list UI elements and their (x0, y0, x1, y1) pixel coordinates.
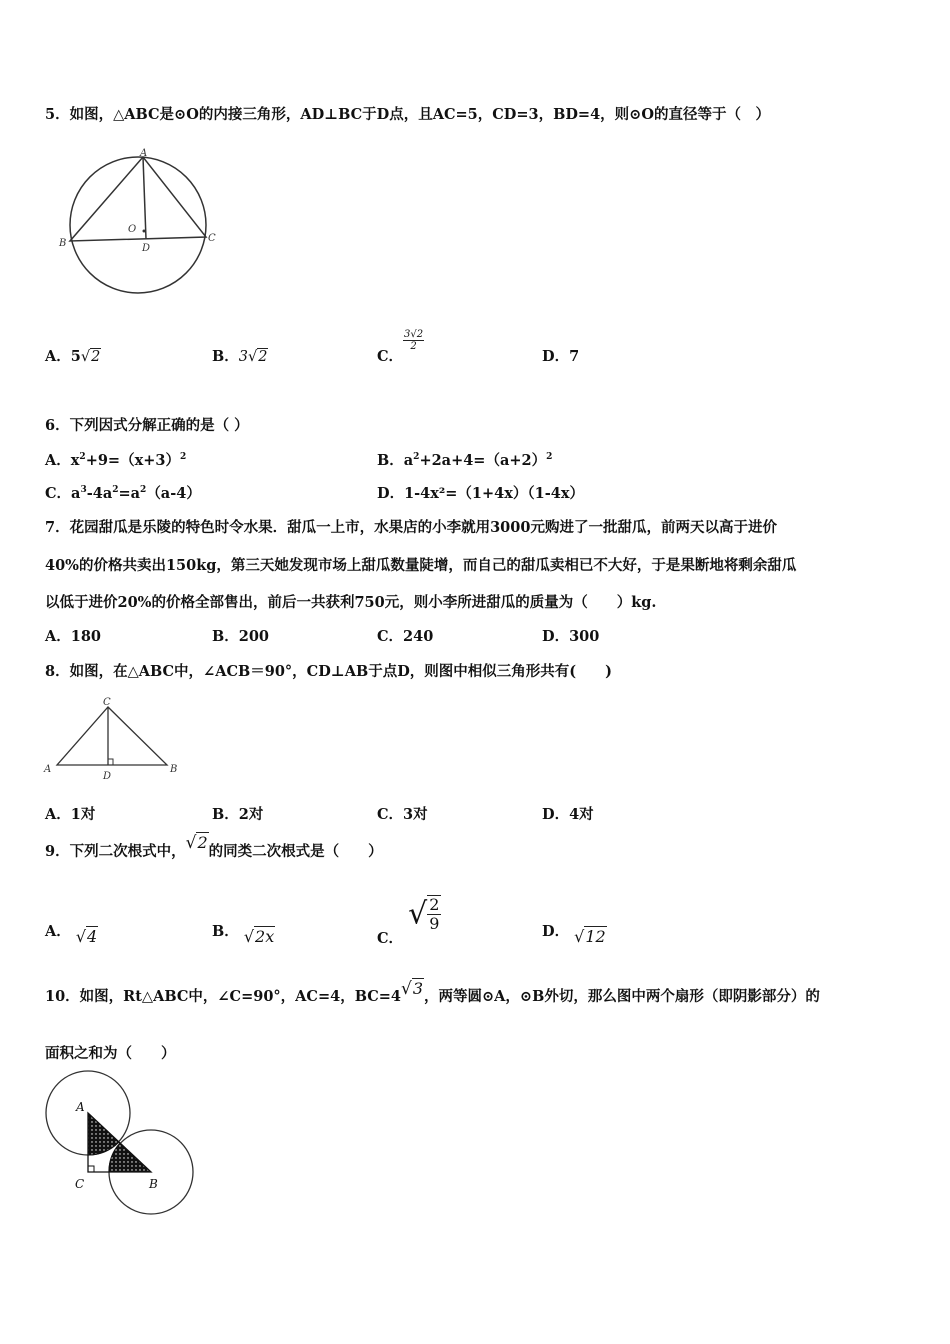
q8-stem: 8．如图，在△ABC中，∠ACB＝90°，CD⊥AB于点D，则图中相似三角形共有( ) (45, 663, 613, 680)
q8-option-b[interactable]: B．2对 (212, 806, 264, 823)
q5-option-d[interactable]: D．7 (542, 348, 580, 365)
q7-option-c[interactable]: C．240 (377, 628, 434, 645)
q6-option-c[interactable]: C．$a^3-4a^2=a^2(a-4)$ (45, 485, 201, 502)
q7-stem-line3: 以低于进价20%的价格全部售出，前后一共获利750元，则小李所进甜瓜的质量为（ ）kg. (45, 594, 657, 611)
q5-label-a: A (140, 148, 148, 159)
q9-option-c[interactable]: C． √ $\frac{2}{9}$ (377, 895, 440, 947)
q5-label-b: B (59, 238, 67, 249)
q8-label-a: A (44, 764, 52, 775)
q8-option-a[interactable]: A．1对 (45, 806, 96, 823)
q6-stem: 6．下列因式分解正确的是（ ） (45, 417, 249, 434)
sqrt-icon: √ (243, 927, 255, 946)
q7-option-b[interactable]: B．200 (212, 628, 270, 645)
sqrt-icon: √ (248, 349, 258, 365)
q8-option-c[interactable]: C．3对 (377, 806, 428, 823)
q10-figure (38, 1068, 203, 1223)
q7-stem-line1: 7．花园甜瓜是乐陵的特色时令水果．甜瓜一上市，水果店的小李就用3000元购进了一批甜瓜，前两天以高于进价 (45, 519, 777, 536)
q5-option-a[interactable]: A．5√2 (45, 348, 101, 365)
q8-option-d[interactable]: D．4对 (542, 806, 594, 823)
q7-option-a[interactable]: A．180 (45, 628, 102, 645)
q5-option-c[interactable]: C． $\frac{3√2}{2}$ (377, 328, 424, 365)
q10-stem-line1: 10．如图，Rt△ABC中，∠C=90°，AC=4，BC=4√3，两等圆⊙A，⊙B外切，那么图中两个扇形（即阴影部分）的 (45, 979, 820, 1005)
q5-figure (58, 145, 228, 300)
q9-option-a[interactable]: A． √4 (45, 923, 98, 946)
q5-option-b[interactable]: B．3√2 (212, 348, 268, 365)
q10-stem-line2: 面积之和为（ ） (45, 1045, 176, 1062)
sqrt-icon: √ (408, 896, 428, 932)
q7-stem-line2: 40%的价格共卖出150kg，第三天她发现市场上甜瓜数量陡增，而自己的甜瓜卖相已不大好，于是果断地将剩余甜瓜 (45, 557, 797, 574)
q8-figure (42, 695, 187, 785)
q10-label-b: B (149, 1177, 158, 1191)
q10-label-a: A (76, 1100, 85, 1114)
q10-label-c: C (75, 1177, 85, 1191)
sqrt-icon: √ (401, 979, 412, 999)
q5-label-d: D (142, 243, 151, 254)
q6-option-b[interactable]: B．$a^2+2a+4=(a+2)^2$ (377, 452, 553, 469)
q6-option-d[interactable]: D．1-4x²=（1+4x）（1-4x） (377, 485, 584, 502)
q5-label-o: O (128, 224, 137, 235)
q8-label-b: B (170, 764, 178, 775)
q8-label-c: C (103, 697, 111, 708)
q5-label-c: C (208, 233, 216, 244)
sqrt-icon: √ (75, 927, 87, 946)
sqrt-icon: √ (574, 927, 585, 946)
sqrt-icon: √ (80, 349, 91, 365)
q9-option-b[interactable]: B． √2x (212, 923, 275, 946)
q7-option-d[interactable]: D．300 (542, 628, 600, 645)
q8-label-d: D (103, 771, 112, 782)
q6-option-a[interactable]: A．$x^2+9=(x+3)^2$ (45, 452, 187, 469)
q5-stem: 5．如图，△ABC是⊙O的内接三角形，AD⊥BC于D点，且AC=5，CD=3，BD=4，则⊙O的直径等于（ ） (45, 106, 770, 123)
sqrt-icon: √ (185, 833, 197, 853)
q9-stem: 9．下列二次根式中，√2的同类二次根式是（ ） (45, 833, 383, 860)
q9-option-d[interactable]: D． √12 (542, 923, 606, 946)
